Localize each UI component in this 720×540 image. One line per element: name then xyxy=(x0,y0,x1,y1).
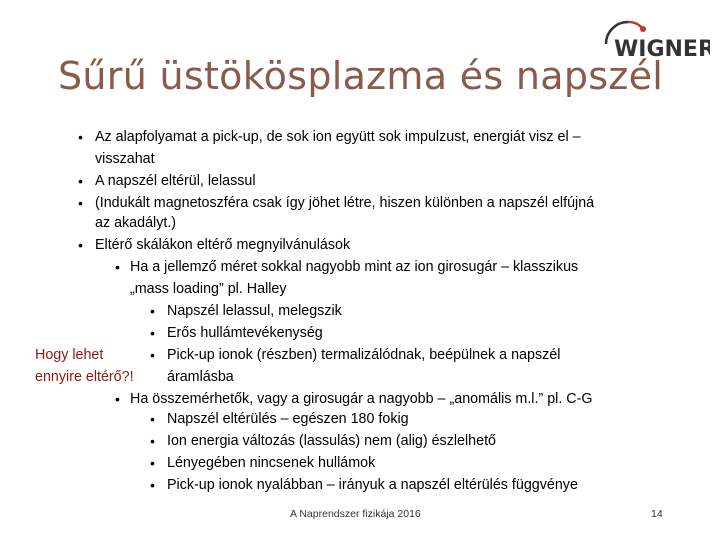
bullet-text: Az alapfolyamat a pick-up, de sok ion együtt sok impulzust, energiát visz el – xyxy=(95,129,581,145)
bullet-text: Erős hullámtevékenység xyxy=(167,325,323,341)
bullet-icon: • xyxy=(150,411,155,427)
bullet-text: (Indukált magnetoszféra csak így jöhet létre, hiszen különben a napszél elfújná xyxy=(95,195,595,211)
bullet-text: az akadályt.) xyxy=(95,215,177,231)
bullet-text: Pick-up ionok nyalábban – irányuk a napszél eltérülés függvénye xyxy=(167,477,578,493)
logo-text: WIGNER xyxy=(614,37,710,62)
wigner-logo xyxy=(598,14,710,64)
bullet-icon: • xyxy=(78,173,83,189)
bullet-icon: • xyxy=(150,303,155,319)
bullet-text: Ha összemérhetők, vagy a girosugár a nagyobb – „anomális m.l.” pl. C-G xyxy=(130,391,593,407)
bullet-text: áramlásba xyxy=(167,369,234,385)
page-number: 14 xyxy=(651,508,663,520)
bullet-text: Eltérő skálákon eltérő megnyilvánulások xyxy=(95,237,351,253)
bullet-text: Ha a jellemző méret sokkal nagyobb mint az ion girosugár – klasszikus xyxy=(130,259,579,275)
bullet-icon: • xyxy=(78,195,83,211)
bullet-text: Napszél eltérülés – egészen 180 fokig xyxy=(167,411,409,427)
bullet-text: Pick-up ionok (részben) termalizálódnak, beépülnek a napszél xyxy=(167,347,561,363)
slide-title: Sűrű üstökösplazma és napszél xyxy=(58,54,664,98)
bullet-icon: • xyxy=(115,259,120,275)
bullet-icon: • xyxy=(150,347,155,363)
bullet-text: „mass loading” pl. Halley xyxy=(130,281,287,297)
footer-text: A Naprendszer fizikája 2016 xyxy=(290,508,421,520)
side-note-line1: Hogy lehet xyxy=(35,347,104,363)
bullet-text: visszahat xyxy=(95,151,155,167)
bullet-icon: • xyxy=(150,477,155,493)
bullet-text: Ion energia változás (lassulás) nem (alig) észlelhető xyxy=(167,433,496,449)
bullet-text: A napszél eltérül, lelassul xyxy=(95,173,256,189)
wigner-logo-icon xyxy=(598,14,710,64)
bullet-icon: • xyxy=(150,433,155,449)
bullet-text: Lényegében nincsenek hullámok xyxy=(167,455,376,471)
bullet-icon: • xyxy=(78,129,83,145)
bullet-icon: • xyxy=(150,325,155,341)
bullet-icon: • xyxy=(150,455,155,471)
bullet-text: Napszél lelassul, melegszik xyxy=(167,303,342,319)
bullet-icon: • xyxy=(78,237,83,253)
bullet-icon: • xyxy=(115,391,120,407)
side-note-line2: ennyire eltérő?! xyxy=(35,369,134,385)
